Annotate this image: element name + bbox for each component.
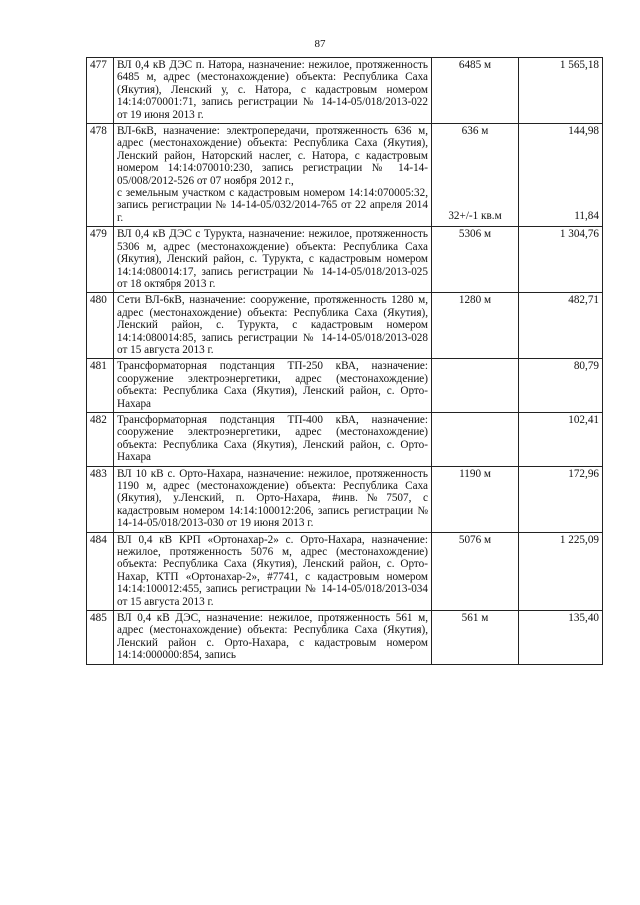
row-description: ВЛ 0,4 кВ ДЭС п. Натора, назначение: нежилое, протяженность 6485 м, адрес (местонахождение) объекта: Республика Саха (Якутия), Ленский у, с. Натора, с кадастровым номером 14:14:070001:71, запись регистрации № 14-14-05/018/2013-022 от 19 июня 2013 г. — [114, 58, 432, 124]
property-registry-table — [86, 57, 603, 665]
row-value: 1 565,18 — [519, 58, 603, 124]
row-length-main: 636 м — [461, 125, 489, 138]
row-length: 1190 м — [432, 466, 519, 532]
row-value: 1 304,76 — [519, 227, 603, 293]
table-row — [87, 611, 603, 665]
table-row — [87, 412, 603, 466]
row-number: 478 — [87, 124, 114, 227]
row-length — [432, 359, 519, 413]
row-value: 172,96 — [519, 466, 603, 532]
row-description: ВЛ 10 кВ с. Орто-Нахара, назначение: нежилое, протяженность 1190 м, адрес (местонахождение) объекта: Республика Саха (Якутия), у.Ленский, п. Орто-Нахара, #инв.№7507, с кадастровым номером 14:14:100012:206, запись регистрации № 14-14-05/018/2013-030 от 19 июня 2013 г. — [114, 466, 432, 532]
table-row — [87, 359, 603, 413]
row-value: 102,41 — [519, 412, 603, 466]
row-value: 80,79 — [519, 359, 603, 413]
table-row — [87, 293, 603, 359]
row-value-land-plot: 11,84 — [574, 210, 599, 223]
row-length — [432, 412, 519, 466]
page-number: 87 — [314, 38, 326, 50]
row-description: Трансформаторная подстанция ТП-250 кВА, назначение: сооружение электроэнергетики, адрес (местонахождение) объекта: Республика Саха (Якутия), Ленский район, с. Орто-Нахара — [114, 359, 432, 413]
row-length: 561 м — [432, 611, 519, 665]
row-length: 5076 м — [432, 532, 519, 610]
table-row — [87, 466, 603, 532]
row-description-main: ВЛ-6кВ, назначение: электропередачи, протяженность 636 м, адрес (местонахождение) объекта: Республика Саха (Якутия), Ленский район, Наторский наслег, с. Натора, с кадастровым номером 14:14:070010:230, запись регистрации № 14-14-05/008/2012-526 от 07 ноября 2012 г., — [117, 125, 428, 187]
row-number: 484 — [87, 532, 114, 610]
row-description: Сети ВЛ-6кВ, назначение: сооружение, протяженность 1280 м, адрес (местонахождение) объекта: Республика Саха (Якутия), Ленский район, с. Турукта, с кадастровым номером 14:14:080014:85, запись регистрации № 14-14-05/018/2013-028 от 15 августа 2013 г. — [114, 293, 432, 359]
row-description: ВЛ 0,4 кВ ДЭС с Турукта, назначение: нежилое, протяженность 5306 м, адрес (местонахождение) объекта: Республика Саха (Якутия), Ленский район, с. Турукта, с кадастровым номером 14:14:080014:17, запись регистрации № 14-14-05/018/2013-025 от 18 октября 2013 г. — [114, 227, 432, 293]
row-length: 6485 м — [432, 58, 519, 124]
row-length — [432, 124, 519, 227]
table-row — [87, 124, 603, 227]
row-value: 135,40 — [519, 611, 603, 665]
row-length: 1280 м — [432, 293, 519, 359]
row-value — [519, 124, 603, 227]
row-description: ВЛ 0,4 кВ ДЭС, назначение: нежилое, протяженность 561 м, адрес (местонахождение) объекта: Республика Саха (Якутия), Ленский район с. Орто-Нахара, с кадастровым номером 14:14:000000:854, запись — [114, 611, 432, 665]
table-row — [87, 532, 603, 610]
row-description: ВЛ 0,4 кВ КРП «Ортонахар-2» с. Орто-Нахара, назначение: нежилое, протяженность 5076 м, адрес (местонахождение) объекта: Республика Саха (Якутия), Ленский район, с. Орто-Нахар, КТП «Ортонахар-2», #7741, с кадастровым номером 14:14:100012:455, запись регистрации № 14-14-05/018/2013-034 от 15 августа 2013 г. — [114, 532, 432, 610]
row-description — [114, 124, 432, 227]
row-value: 482,71 — [519, 293, 603, 359]
row-number: 479 — [87, 227, 114, 293]
row-number: 483 — [87, 466, 114, 532]
row-value-main: 144,98 — [568, 125, 599, 138]
row-number: 482 — [87, 412, 114, 466]
row-number: 480 — [87, 293, 114, 359]
row-number: 485 — [87, 611, 114, 665]
row-number: 481 — [87, 359, 114, 413]
table-row — [87, 227, 603, 293]
row-description-land-plot: с земельным участком с кадастровым номером 14:14:070005:32, запись регистрации № 14-14-05/032/2014-765 от 22 апреля 2014 г. — [117, 187, 428, 224]
row-value: 1 225,09 — [519, 532, 603, 610]
row-length-land-plot: 32+/-1 кв.м — [448, 210, 502, 223]
row-length: 5306 м — [432, 227, 519, 293]
table-row — [87, 58, 603, 124]
row-description: Трансформаторная подстанция ТП-400 кВА, назначение: сооружение электроэнергетики, адрес (местонахождение) объекта: Республика Саха (Якутия), Ленский район, с. Орто-Нахара — [114, 412, 432, 466]
row-number: 477 — [87, 58, 114, 124]
